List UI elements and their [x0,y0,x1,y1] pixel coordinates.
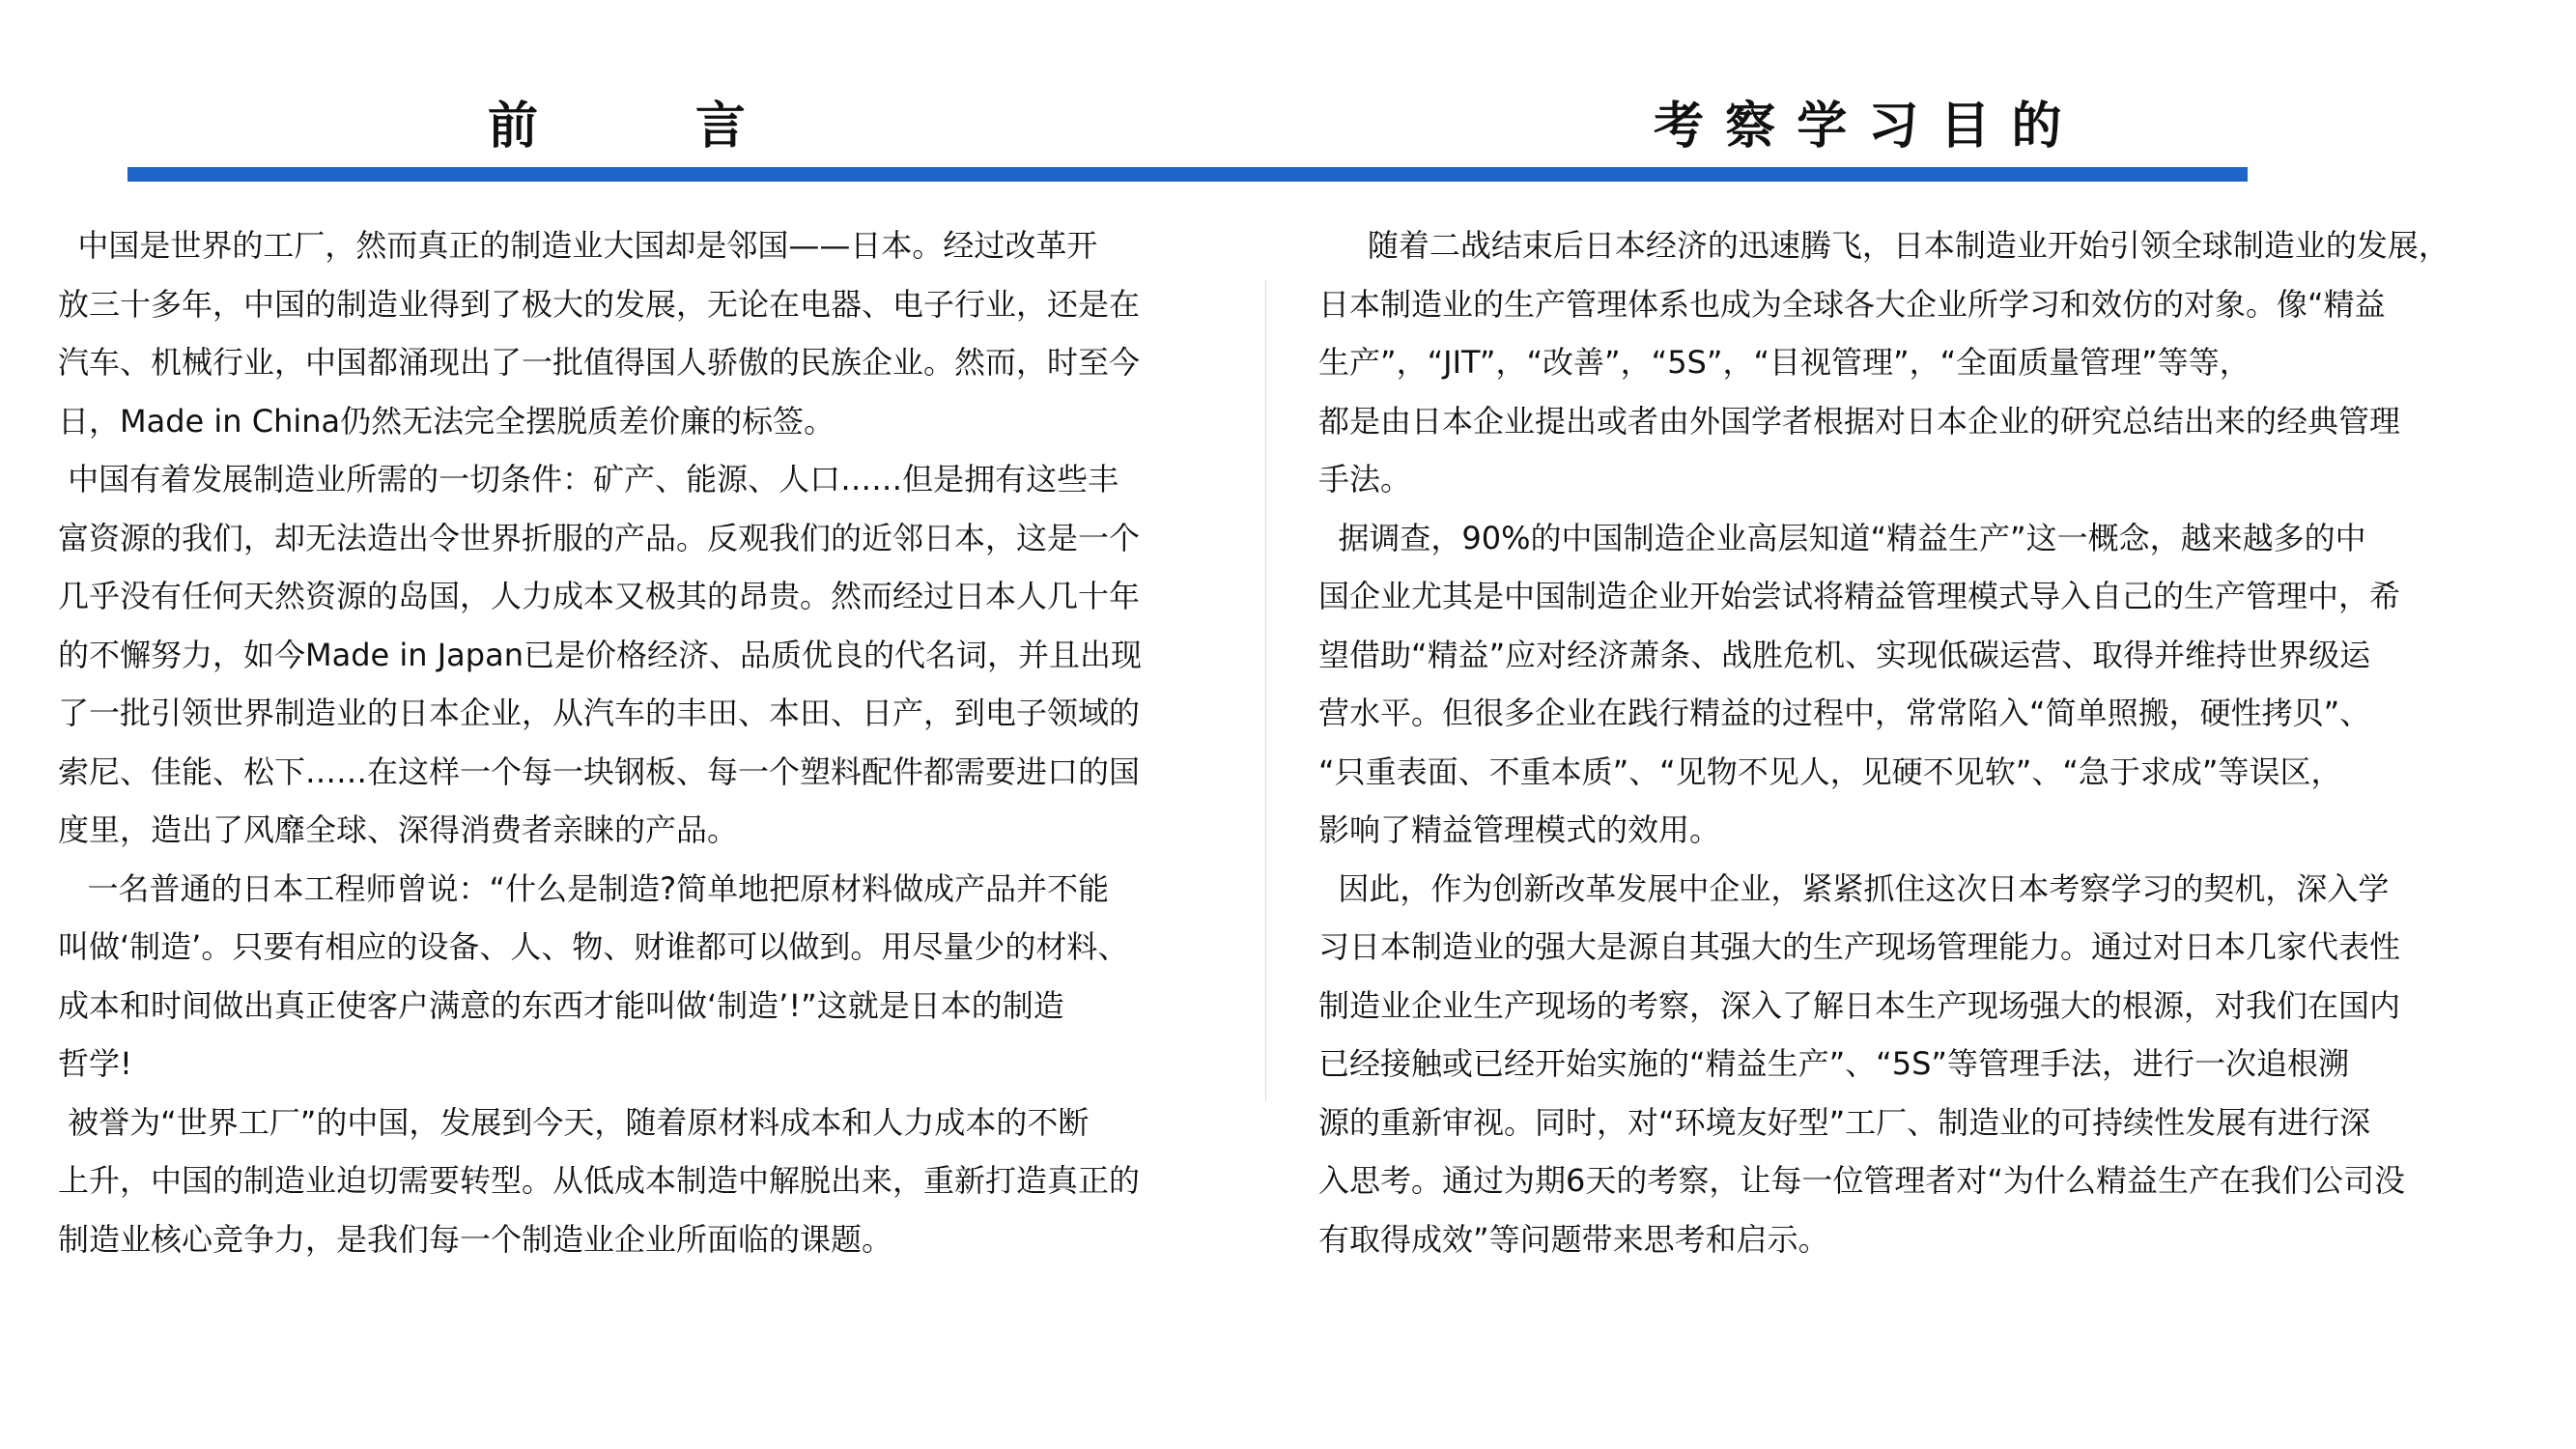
left-text-line: 了一批引领世界制造业的日本企业，从汽车的丰田、本田、日产，到电子领域的 [58,695,1141,731]
right-text-line: 日本制造业的生产管理体系也成为全球各大企业所学习和效仿的对象。像“精益 [1318,285,2386,323]
right-text-line: “只重表面、不重本质”、“见物不见人，见硬不见软”、“急于求成”等误区， [1318,753,2342,790]
right-text-line: 据调查，90%的中国制造企业高层知道“精益生产”这一概念，越来越多的中 [1318,519,2366,556]
right-text-line: 制造业企业生产现场的考察，深入了解日本生产现场强大的根源，对我们在国内 [1318,986,2401,1024]
left-text-line: 上升，中国的制造业迫切需要转型。从低成本制造中解脱出来，重新打造真正的 [58,1162,1141,1199]
left-text-line: 被誉为“世界工厂”的中国，发展到今天，随着原材料成本和人力成本的不断 [58,1103,1090,1141]
purpose-body [1318,216,2521,1268]
right-text-line: 源的重新审视。同时，对“环境友好型”工厂、制造业的可持续性发展有进行深 [1318,1103,2371,1141]
left-text-line: 的不懈努力，如今Made in Japan已是价格经济、品质优良的代名词，并且出现 [58,636,1142,673]
left-text-line: 中国是世界的工厂，然而真正的制造业大国却是邻国——日本。经过改革开 [58,227,1098,264]
right-text-line: 手法。 [1318,461,1412,497]
right-text-line: 望借助“精益”应对经济萧条、战胜危机、实现低碳运营、取得并维持世界级运 [1318,636,2371,673]
left-text-line: 哲学! [58,1045,132,1082]
header-rule [127,167,2248,182]
right-text-line: 随着二战结束后日本经济的迅速腾飞，日本制造业开始引领全球制造业的发展， [1318,227,2449,264]
left-text-line: 日，Made in China仍然无法完全摆脱质差价廉的标签。 [58,402,835,440]
left-text-line: 索尼、佳能、松下……在这样一个每一块钢板、每一个塑料配件都需要进口的国 [58,753,1141,790]
left-text-line: 放三十多年，中国的制造业得到了极大的发展，无论在电器、电子行业，还是在 [58,285,1141,323]
left-text-line: 富资源的我们，却无法造出令世界折服的产品。反观我们的近邻日本，这是一个 [58,519,1141,556]
left-text-line: 制造业核心竞争力，是我们每一个制造业企业所面临的课题。 [58,1220,893,1258]
left-text-line: 成本和时间做出真正使客户满意的东西才能叫做‘制造’!”这就是日本的制造 [58,986,1064,1024]
preface-title: 前 言 [488,98,748,156]
column-divider [1265,280,1266,1101]
right-text-line: 习日本制造业的强大是源自其强大的生产现场管理能力。通过对日本几家代表性 [1318,928,2401,965]
left-text-line: 几乎没有任何天然资源的岛国，人力成本又极其的昂贵。然而经过日本人几十年 [58,578,1141,614]
purpose-title: 考 察 学 习 目 的 [1654,98,2064,156]
left-text-line: 中国有着发展制造业所需的一切条件：矿产、能源、人口……但是拥有这些丰 [58,461,1119,497]
right-text-line: 营水平。但很多企业在践行精益的过程中，常常陷入“简单照搬，硬性拷贝”、 [1318,695,2371,731]
right-text-line: 有取得成效”等问题带来思考和启示。 [1318,1220,1829,1258]
left-text-line: 度里，造出了风靡全球、深得消费者亲睐的产品。 [58,811,739,848]
right-text-line: 国企业尤其是中国制造企业开始尝试将精益管理模式导入自己的生产管理中，希 [1318,578,2401,614]
right-text-line: 影响了精益管理模式的效用。 [1318,811,1721,848]
right-text-line: 因此，作为创新改革发展中企业，紧紧抓住这次日本考察学习的契机，深入学 [1318,869,2390,907]
left-text-line: 汽车、机械行业，中国都涌现出了一批值得国人骄傲的民族企业。然而，时至今 [58,344,1141,381]
preface-body [58,216,1236,1268]
right-text-line: 都是由日本企业提出或者由外国学者根据对日本企业的研究总结出来的经典管理 [1318,402,2401,440]
left-text-line: 叫做‘制造’。只要有相应的设备、人、物、财谁都可以做到。用尽量少的材料、 [58,928,1129,965]
left-text-line: 一名普通的日本工程师曾说：“什么是制造?简单地把原材料做成产品并不能 [58,869,1110,907]
right-text-line: 入思考。通过为期6天的考察，让每一位管理者对“为什么精益生产在我们公司没 [1318,1162,2405,1199]
right-text-line: 生产”，“JIT”，“改善”，“5S”，“目视管理”，“全面质量管理”等等， [1318,344,2250,381]
right-text-line: 已经接触或已经开始实施的“精益生产”、“5S”等管理手法，进行一次追根溯 [1318,1045,2349,1082]
